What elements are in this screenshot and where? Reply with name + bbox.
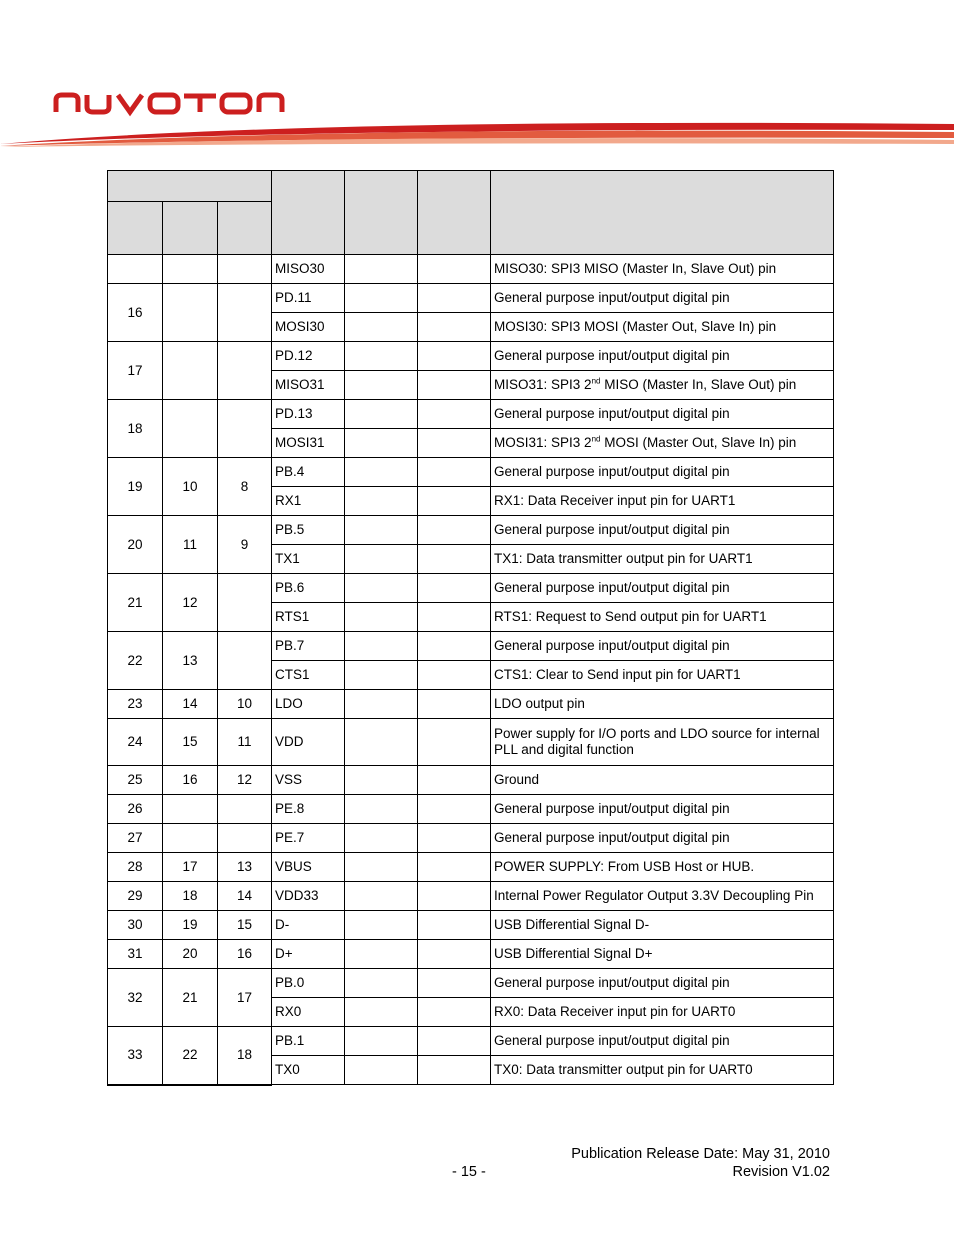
empty-cell <box>345 969 418 998</box>
pin-name-cell: PD.11 <box>272 284 345 313</box>
empty-cell <box>418 255 491 284</box>
table-row <box>108 824 834 853</box>
description-cell: General purpose input/output digital pin <box>491 795 834 824</box>
empty-cell <box>418 429 491 458</box>
description-cell: General purpose input/output digital pin <box>491 574 834 603</box>
pin-cell <box>163 284 218 342</box>
pin-name-cell: RX1 <box>272 487 345 516</box>
empty-cell <box>418 795 491 824</box>
page-header <box>0 0 954 160</box>
pin-name-cell: VBUS <box>272 853 345 882</box>
description-cell: General purpose input/output digital pin <box>491 969 834 998</box>
header-cell-pin-group <box>108 171 272 202</box>
empty-cell <box>418 998 491 1027</box>
empty-cell <box>418 516 491 545</box>
pin-cell <box>218 795 272 824</box>
table-row <box>108 400 834 429</box>
pin-name-cell: LDO <box>272 690 345 719</box>
empty-cell <box>418 1056 491 1085</box>
empty-cell <box>418 824 491 853</box>
pin-name-cell: MOSI31 <box>272 429 345 458</box>
pin-cell: 28 <box>108 853 163 882</box>
empty-cell <box>345 766 418 795</box>
empty-cell <box>418 853 491 882</box>
empty-cell <box>345 342 418 371</box>
pin-cell: 17 <box>108 342 163 400</box>
empty-cell <box>418 545 491 574</box>
empty-cell <box>418 371 491 400</box>
description-cell: RX0: Data Receiver input pin for UART0 <box>491 998 834 1027</box>
pin-cell: 33 <box>108 1027 163 1085</box>
empty-cell <box>418 632 491 661</box>
pin-name-cell: VDD <box>272 719 345 766</box>
pin-cell: 11 <box>218 719 272 766</box>
pin-cell: 31 <box>108 940 163 969</box>
empty-cell <box>345 487 418 516</box>
pin-cell: 14 <box>163 690 218 719</box>
header-cell-mode <box>418 171 491 255</box>
pin-name-cell: PB.1 <box>272 1027 345 1056</box>
table-row <box>108 882 834 911</box>
pin-name-cell: PB.4 <box>272 458 345 487</box>
empty-cell <box>418 969 491 998</box>
pin-cell: 32 <box>108 969 163 1027</box>
empty-cell <box>418 313 491 342</box>
table-row <box>108 940 834 969</box>
pin-cell: 21 <box>108 574 163 632</box>
table-row <box>108 516 834 545</box>
pin-name-cell: PB.7 <box>272 632 345 661</box>
table-row <box>108 284 834 313</box>
header-cell-type <box>345 171 418 255</box>
nuvoton-logo <box>52 88 312 118</box>
empty-cell <box>345 690 418 719</box>
table-row <box>108 853 834 882</box>
empty-cell <box>345 545 418 574</box>
description-cell: CTS1: Clear to Send input pin for UART1 <box>491 661 834 690</box>
pin-cell: 17 <box>218 969 272 1027</box>
empty-cell <box>345 795 418 824</box>
table-row <box>108 969 834 998</box>
header-cell-pkg3 <box>218 202 272 255</box>
pin-cell: 16 <box>218 940 272 969</box>
empty-cell <box>418 719 491 766</box>
pin-cell <box>163 400 218 458</box>
pin-cell: 30 <box>108 911 163 940</box>
pin-cell <box>218 284 272 342</box>
empty-cell <box>345 313 418 342</box>
pin-name-cell: D- <box>272 911 345 940</box>
revision: Revision V1.02 <box>732 1164 830 1180</box>
empty-cell <box>345 853 418 882</box>
description-cell: MOSI31: SPI3 2nd MOSI (Master Out, Slave In) pin <box>491 429 834 458</box>
pin-name-cell: PD.13 <box>272 400 345 429</box>
empty-cell <box>345 603 418 632</box>
header-swoosh <box>0 116 954 156</box>
pin-name-cell: TX1 <box>272 545 345 574</box>
table-row <box>108 458 834 487</box>
empty-cell <box>345 400 418 429</box>
empty-cell <box>345 824 418 853</box>
description-cell: General purpose input/output digital pin <box>491 1027 834 1056</box>
pin-cell <box>163 824 218 853</box>
empty-cell <box>345 998 418 1027</box>
pin-cell: 19 <box>163 911 218 940</box>
pin-cell: 18 <box>218 1027 272 1085</box>
header-cell-pkg2 <box>163 202 218 255</box>
pin-cell: 12 <box>163 574 218 632</box>
pin-name-cell: PB.0 <box>272 969 345 998</box>
empty-cell <box>418 882 491 911</box>
page-number: - 15 - <box>452 1164 486 1180</box>
table-row <box>108 255 834 284</box>
pin-name-cell: RX0 <box>272 998 345 1027</box>
empty-cell <box>418 911 491 940</box>
pin-name-cell: RTS1 <box>272 603 345 632</box>
pin-cell: 26 <box>108 795 163 824</box>
pin-name-cell: VDD33 <box>272 882 345 911</box>
pin-name-cell: VSS <box>272 766 345 795</box>
empty-cell <box>345 574 418 603</box>
pin-cell <box>218 574 272 632</box>
empty-cell <box>345 940 418 969</box>
pin-cell <box>163 255 218 284</box>
table-row <box>108 719 834 766</box>
table-header-row <box>108 171 834 202</box>
pin-cell: 13 <box>163 632 218 690</box>
table-row <box>108 574 834 603</box>
description-cell: TX0: Data transmitter output pin for UART0 <box>491 1056 834 1085</box>
header-cell-pkg1 <box>108 202 163 255</box>
pin-cell: 10 <box>218 690 272 719</box>
empty-cell <box>345 255 418 284</box>
pin-cell <box>218 632 272 690</box>
description-cell: LDO output pin <box>491 690 834 719</box>
table-row <box>108 795 834 824</box>
pin-cell: 14 <box>218 882 272 911</box>
pin-name-cell: PD.12 <box>272 342 345 371</box>
empty-cell <box>345 429 418 458</box>
pin-cell: 15 <box>163 719 218 766</box>
pin-cell <box>218 400 272 458</box>
description-cell: Power supply for I/O ports and LDO source for internal PLL and digital function <box>491 719 834 766</box>
empty-cell <box>345 1056 418 1085</box>
pin-cell: 16 <box>108 284 163 342</box>
pin-name-cell: MISO31 <box>272 371 345 400</box>
header-cell-name <box>272 171 345 255</box>
pin-cell <box>218 255 272 284</box>
table-row <box>108 632 834 661</box>
description-cell: General purpose input/output digital pin <box>491 342 834 371</box>
pin-cell <box>163 342 218 400</box>
description-cell: Internal Power Regulator Output 3.3V Decoupling Pin <box>491 882 834 911</box>
pin-cell: 29 <box>108 882 163 911</box>
description-cell: MISO30: SPI3 MISO (Master In, Slave Out) pin <box>491 255 834 284</box>
empty-cell <box>345 882 418 911</box>
pin-cell <box>218 824 272 853</box>
empty-cell <box>418 940 491 969</box>
pin-name-cell: MISO30 <box>272 255 345 284</box>
empty-cell <box>345 1027 418 1056</box>
pin-cell: 17 <box>163 853 218 882</box>
empty-cell <box>418 603 491 632</box>
pin-cell: 18 <box>163 882 218 911</box>
description-cell: USB Differential Signal D+ <box>491 940 834 969</box>
empty-cell <box>418 400 491 429</box>
pin-name-cell: CTS1 <box>272 661 345 690</box>
pin-cell <box>218 342 272 400</box>
pin-cell <box>163 795 218 824</box>
description-cell: POWER SUPPLY: From USB Host or HUB. <box>491 853 834 882</box>
pin-cell: 20 <box>108 516 163 574</box>
pin-cell: 8 <box>218 458 272 516</box>
pin-cell: 22 <box>163 1027 218 1085</box>
table-row <box>108 911 834 940</box>
pin-description-table <box>107 170 834 1086</box>
pin-name-cell: PE.7 <box>272 824 345 853</box>
description-cell: General purpose input/output digital pin <box>491 632 834 661</box>
empty-cell <box>418 1027 491 1056</box>
description-cell: General purpose input/output digital pin <box>491 458 834 487</box>
pin-name-cell: D+ <box>272 940 345 969</box>
description-cell: General purpose input/output digital pin <box>491 516 834 545</box>
empty-cell <box>418 284 491 313</box>
description-cell: General purpose input/output digital pin <box>491 400 834 429</box>
pin-cell: 12 <box>218 766 272 795</box>
publication-date: Publication Release Date: May 31, 2010 <box>571 1146 830 1162</box>
pin-name-cell: PE.8 <box>272 795 345 824</box>
empty-cell <box>418 661 491 690</box>
pin-name-cell: PB.5 <box>272 516 345 545</box>
pin-cell: 19 <box>108 458 163 516</box>
pin-cell: 25 <box>108 766 163 795</box>
empty-cell <box>345 284 418 313</box>
pin-cell: 20 <box>163 940 218 969</box>
pin-cell: 22 <box>108 632 163 690</box>
description-cell: MOSI30: SPI3 MOSI (Master Out, Slave In) pin <box>491 313 834 342</box>
description-cell: TX1: Data transmitter output pin for UART1 <box>491 545 834 574</box>
empty-cell <box>345 516 418 545</box>
empty-cell <box>418 766 491 795</box>
empty-cell <box>345 911 418 940</box>
pin-cell: 16 <box>163 766 218 795</box>
empty-cell <box>345 719 418 766</box>
pin-cell: 24 <box>108 719 163 766</box>
description-cell: RTS1: Request to Send output pin for UART1 <box>491 603 834 632</box>
pin-cell: 21 <box>163 969 218 1027</box>
empty-cell <box>345 371 418 400</box>
pin-name-cell: PB.6 <box>272 574 345 603</box>
empty-cell <box>345 458 418 487</box>
description-cell: General purpose input/output digital pin <box>491 824 834 853</box>
pin-cell: 11 <box>163 516 218 574</box>
empty-cell <box>418 458 491 487</box>
table-row <box>108 342 834 371</box>
description-cell: USB Differential Signal D- <box>491 911 834 940</box>
pin-cell <box>108 255 163 284</box>
pin-cell: 9 <box>218 516 272 574</box>
pin-cell: 10 <box>163 458 218 516</box>
table-row <box>108 690 834 719</box>
empty-cell <box>345 632 418 661</box>
pin-cell: 13 <box>218 853 272 882</box>
pin-cell: 23 <box>108 690 163 719</box>
description-cell: RX1: Data Receiver input pin for UART1 <box>491 487 834 516</box>
empty-cell <box>418 342 491 371</box>
description-cell: MISO31: SPI3 2nd MISO (Master In, Slave Out) pin <box>491 371 834 400</box>
pin-cell: 27 <box>108 824 163 853</box>
description-cell: Ground <box>491 766 834 795</box>
table-row <box>108 766 834 795</box>
pin-name-cell: MOSI30 <box>272 313 345 342</box>
description-cell: General purpose input/output digital pin <box>491 284 834 313</box>
header-cell-description <box>491 171 834 255</box>
empty-cell <box>418 690 491 719</box>
empty-cell <box>345 661 418 690</box>
empty-cell <box>418 487 491 516</box>
pin-cell: 18 <box>108 400 163 458</box>
table-row <box>108 1027 834 1056</box>
empty-cell <box>418 574 491 603</box>
pin-name-cell: TX0 <box>272 1056 345 1085</box>
pin-cell: 15 <box>218 911 272 940</box>
